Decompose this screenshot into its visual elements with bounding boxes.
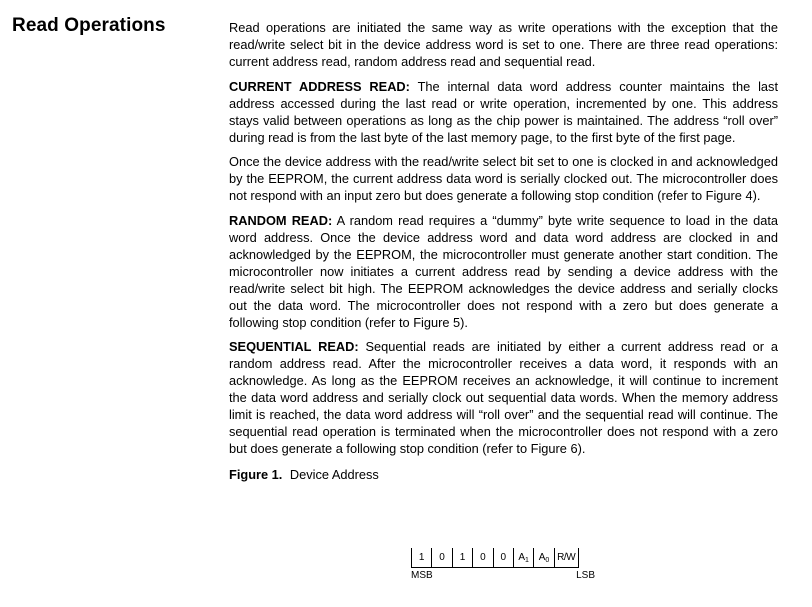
sequential-read-heading: SEQUENTIAL READ:: [229, 339, 359, 354]
sequential-read-paragraph: [229, 338, 778, 457]
sequential-read-text: Sequential reads are initiated by either a current address read or a random address read. After the microcontroller receives a data word, it responds with an acknowledge. As long as the EEPROM receives an acknowledge, it will continue to increment the data word address and serially clock out sequential data words. When the memory address limit is reached, the data word address will “roll over” and the sequential read will continue. The sequential read operation is terminated when the microcontroller does not respond with a zero but does generate a following stop condition (refer to Figure 6).: [229, 339, 779, 456]
address-bit-a0: [534, 548, 554, 567]
section-heading: Read Operations: [12, 15, 166, 36]
device-address-bits: [411, 548, 579, 568]
device-address-diagram: [411, 548, 595, 584]
figure-number: Figure 1.: [229, 467, 283, 482]
address-bit-cell: 1: [453, 548, 473, 567]
lsb-label: LSB: [576, 570, 595, 581]
section-body: [229, 19, 778, 483]
address-bit-a1: [514, 548, 534, 567]
address-bit-cell: 1: [412, 548, 432, 567]
a1-subscript: 1: [525, 557, 529, 564]
current-address-read-heading: CURRENT ADDRESS READ:: [229, 78, 410, 94]
current-address-read-paragraph: [229, 78, 778, 146]
random-read-heading: RANDOM READ:: [229, 212, 333, 228]
figure-title: Device Address: [289, 467, 379, 482]
random-read-paragraph: [229, 212, 778, 331]
a0-subscript: 0: [545, 557, 550, 564]
address-bit-cell: 0: [473, 548, 493, 567]
intro-paragraph: Read operations are initiated the same way as write operations with the exception that the read/write select bit in the device address word is set to one. There are three read operations: current address read, random address read and sequential read.: [229, 20, 778, 69]
current-address-read-text: The internal data word address counter maintains the last address accessed during the last read or write operation, incremented by one. This address stays valid between operations as long as the chip power is maintained. The address “roll over” during read is from the last byte of the last memory page, to the first byte of the first page.: [229, 78, 779, 145]
a0-letter: A: [538, 552, 546, 563]
current-address-read-followup: Once the device address with the read/write select bit set to one is clocked in and acknowledged by the EEPROM, the current address data word is serially clocked out. The microcontroller does not respond with an input zero but does generate a following stop condition (refer to Figure 4).: [229, 154, 778, 203]
msb-label: MSB: [411, 570, 433, 581]
address-bit-rw: R/W: [555, 548, 579, 567]
figure-caption: [229, 466, 778, 483]
address-bit-cell: 0: [494, 548, 514, 567]
address-bit-cell: 0: [432, 548, 452, 567]
random-read-text: A random read requires a “dummy” byte write sequence to load in the data word address. Once the device address word and data word address are clocked in and acknowledged by the EEPROM, the microcontroller must generate another start condition. The microcontroller now initiates a current address read by sending a device address with the read/write select bit high. The EEPROM acknowledges the device address and serially clocks out the data word. The microcontroller does not respond with a zero but does generate a following stop condition (refer to Figure 5).: [229, 212, 778, 330]
a1-letter: A: [518, 552, 526, 563]
